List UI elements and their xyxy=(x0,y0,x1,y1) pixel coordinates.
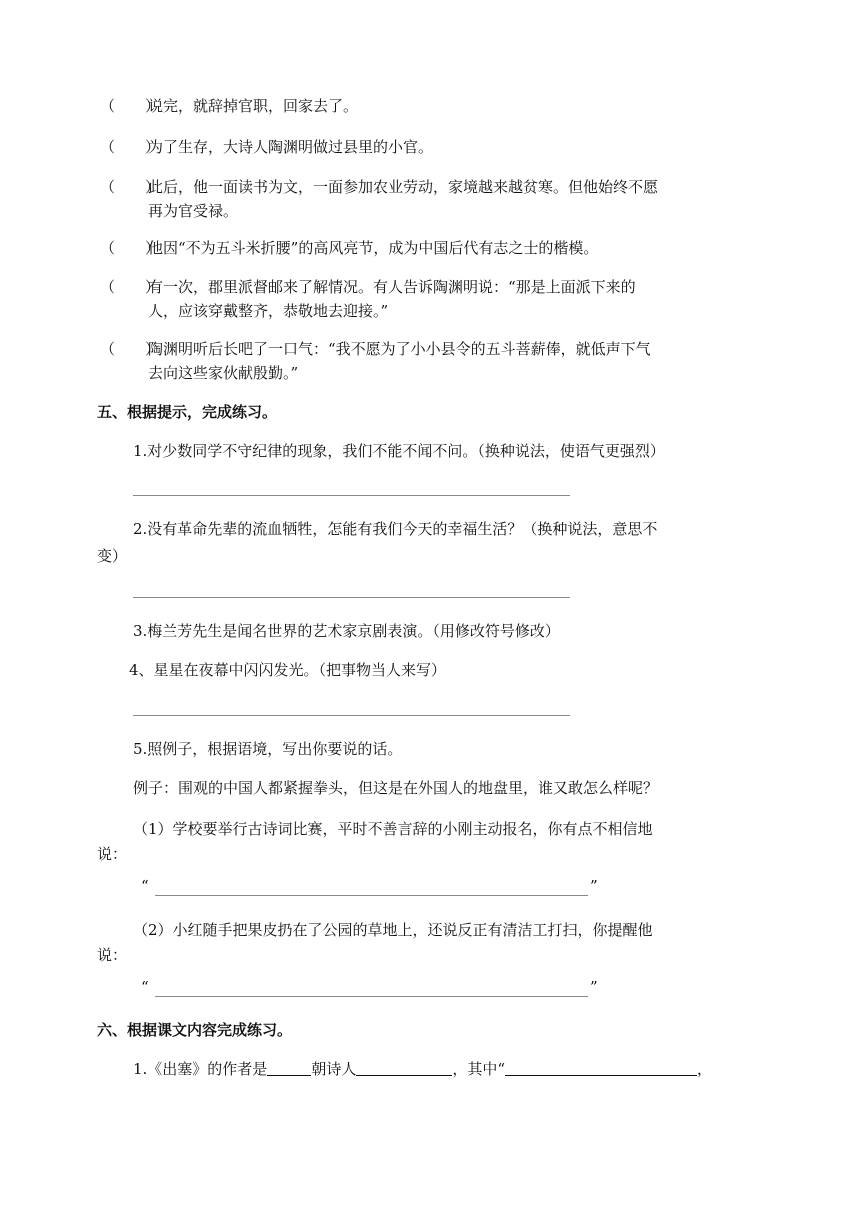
ordering-item-5-line-2: 人，应该穿戴整齐，恭敬地去迎接。” xyxy=(148,302,389,320)
section-5-question-1: 1.对少数同学不守纪律的现象，我们不能不闻不问。（换种说法，使语气更强烈） xyxy=(133,442,665,460)
sub-question-2-line-1: （2）小红随手把果皮扔在了公园的草地上，还说反正有清洁工打扫，你提醒他 xyxy=(133,921,653,939)
sub-question-1-line-2: 说： xyxy=(97,845,128,863)
q1-text-c: ，其中“ xyxy=(452,1060,505,1078)
ordering-item-3-line-1: 此后，他一面读书为文，一面参加农业劳动，家境越来越贫寒。但他始终不愿 xyxy=(148,178,659,196)
q1-text-b: 朝诗人 xyxy=(311,1060,357,1078)
sub-question-1-line-1: （1）学校要举行古诗词比赛，平时不善言辞的小刚主动报名，你有点不相信地 xyxy=(133,820,653,838)
blank-dynasty[interactable] xyxy=(267,1059,311,1076)
sub-question-2-line-2: 说： xyxy=(97,946,128,964)
q1-text-d: ， xyxy=(697,1060,713,1078)
section-5-question-2-line-2: 变） xyxy=(97,547,128,565)
answer-line-4[interactable] xyxy=(133,715,570,716)
section-5-question-3: 3.梅兰芳先生是闻名世界的艺术家京剧表演。（用修改符号修改） xyxy=(133,622,560,640)
answer-line-1[interactable] xyxy=(133,495,570,496)
blank-verse[interactable] xyxy=(505,1059,697,1076)
ordering-item-6-line-2: 去向这些家伙献殷勤。” xyxy=(148,364,299,382)
section-6-question-1 xyxy=(133,1059,712,1079)
answer-paren-3[interactable]: （ ） xyxy=(100,178,161,196)
q1-text-a: 1.《出塞》的作者是 xyxy=(133,1060,268,1078)
answer-line-2[interactable] xyxy=(133,597,570,598)
ordering-item-1: 说完，就辞掉官职，回家去了。 xyxy=(148,97,359,115)
section-5-question-5: 5.照例子，根据语境，写出你要说的话。 xyxy=(133,740,403,758)
section-5-title: 五、根据提示，完成练习。 xyxy=(97,403,278,421)
ordering-item-4: 他因“不为五斗米折腰”的高风亮节，成为中国后代有志之士的楷模。 xyxy=(148,239,599,257)
answer-paren-1[interactable]: （ ） xyxy=(100,97,161,115)
close-quote-2: ” xyxy=(590,978,598,996)
open-quote-2: “ xyxy=(141,978,149,996)
answer-paren-2[interactable]: （ ） xyxy=(100,138,161,156)
ordering-item-5-line-1: 有一次，郡里派督邮来了解情况。有人告诉陶渊明说：“那是上面派下来的 xyxy=(148,278,636,296)
answer-paren-5[interactable]: （ ） xyxy=(100,278,161,296)
close-quote-1: ” xyxy=(590,877,598,895)
answer-line-5-1[interactable] xyxy=(155,895,588,896)
section-5-question-4: 4、星星在夜幕中闪闪发光。（把事物当人来写） xyxy=(129,661,447,679)
section-5-question-2-line-1: 2.没有革命先辈的流血牺牲，怎能有我们今天的幸福生活？（换种说法，意思不 xyxy=(133,520,658,538)
blank-poet[interactable] xyxy=(356,1059,452,1076)
open-quote-1: “ xyxy=(141,877,149,895)
ordering-item-6-line-1: 陶渊明听后长吧了一口气：“我不愿为了小小县令的五斗菩薪俸，就低声下气 xyxy=(148,340,651,358)
answer-line-5-2[interactable] xyxy=(155,996,588,997)
answer-paren-4[interactable]: （ ） xyxy=(100,239,161,257)
example-sentence: 例子：围观的中国人都紧握拳头，但这是在外国人的地盘里，谁又敢怎么样呢？ xyxy=(133,779,659,797)
ordering-item-3-line-2: 再为官受禄。 xyxy=(148,202,239,220)
section-6-title: 六、根据课文内容完成练习。 xyxy=(97,1021,293,1039)
ordering-item-2: 为了生存，大诗人陶渊明做过县里的小官。 xyxy=(148,138,434,156)
answer-paren-6[interactable]: （ ） xyxy=(100,340,161,358)
